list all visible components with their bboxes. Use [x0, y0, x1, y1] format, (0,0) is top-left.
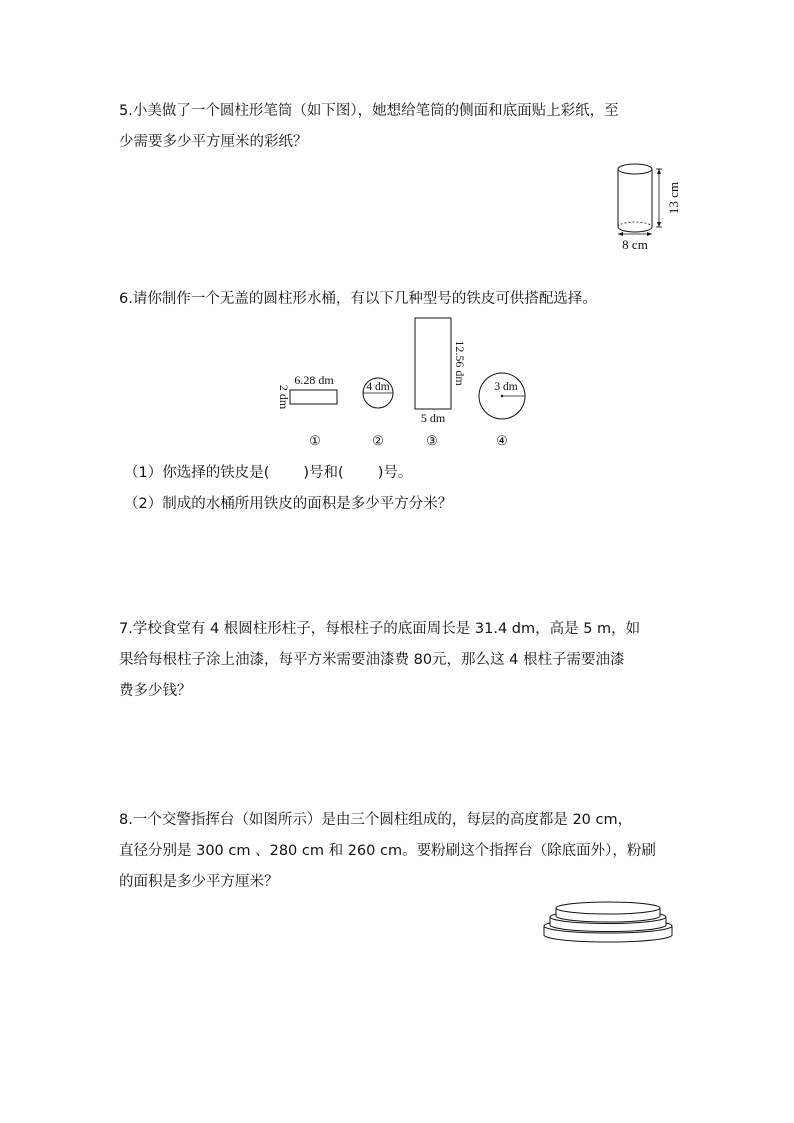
question-6	[119, 284, 679, 315]
question-8-line-2: 直径分别是 300 cm 、280 cm 和 260 cm。要粉刷这个指挥台（除底面外），粉刷	[119, 843, 656, 859]
traffic-podium-figure	[540, 898, 680, 948]
sheet-2-diameter-label: 4 dm	[366, 381, 390, 393]
pen-holder-height-label: 13 cm	[666, 181, 681, 215]
pen-holder-diameter-label: 8 cm	[622, 237, 648, 252]
question-5-line-2: 少需要多少平方厘米的彩纸？	[119, 134, 308, 150]
question-6-subquestions	[124, 458, 684, 520]
sheet-3-number: ③	[426, 433, 438, 448]
sheet-4-number: ④	[496, 433, 508, 448]
sheet-3-width-label: 5 dm	[420, 411, 446, 425]
sheet-1-number: ①	[309, 433, 321, 448]
sheet-2-number: ②	[372, 433, 384, 448]
question-8	[119, 805, 679, 898]
sheet-4-radius-label: 3 dm	[494, 381, 518, 393]
question-8-line-3: 的面积是多少平方厘米？	[119, 874, 279, 890]
sub-1-prefix: （1）你选择的铁皮是(	[124, 465, 270, 481]
question-8-line-1: 8.一个交警指挥台（如图所示）是由三个圆柱组成的，每层的高度都是 20 cm，	[119, 812, 633, 828]
question-5-line-1: 5.小美做了一个圆柱形笔筒（如下图），她想给笔筒的侧面和底面贴上彩纸，至	[119, 103, 619, 119]
sub-1-middle: )号和(	[303, 465, 344, 481]
sheet-1-length-label: 6.28 dm	[294, 373, 334, 387]
iron-sheet-options-figure	[270, 315, 540, 453]
question-7-line-1: 7.学校食堂有 4 根圆柱形柱子，每根柱子的底面周长是 31.4 dm，高是 5 m，如	[119, 621, 641, 637]
question-6-sub-1	[124, 458, 684, 489]
sheet-3-height-label: 12.56 dm	[453, 340, 467, 386]
question-7-line-3: 费多少钱？	[119, 683, 192, 699]
question-7	[119, 614, 679, 707]
pen-holder-cylinder-figure	[600, 158, 690, 258]
sheet-1-width-label: 2 dm	[277, 384, 291, 410]
question-6-sub-2: （2）制成的水桶所用铁皮的面积是多少平方分米？	[124, 496, 453, 512]
sub-1-suffix: )号。	[377, 465, 413, 481]
question-5	[119, 96, 679, 158]
question-6-line-1: 6.请你制作一个无盖的圆柱形水桶，有以下几种型号的铁皮可供搭配选择。	[119, 291, 597, 307]
question-7-line-2: 果给每根柱子涂上油漆，每平方米需要油漆费 80元，那么这 4 根柱子需要油漆	[119, 652, 625, 668]
